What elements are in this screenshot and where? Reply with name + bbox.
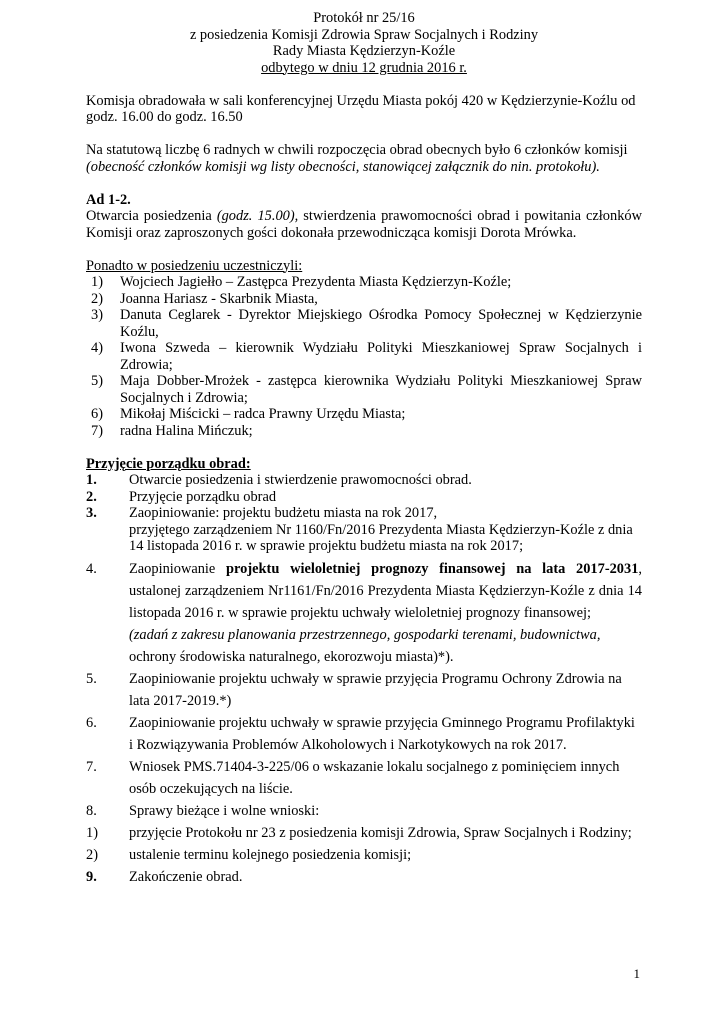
council-name: Rady Miasta Kędzierzyn-Koźle [272, 43, 456, 59]
ad-text-a: Otwarcia posiedzenia [86, 208, 217, 224]
agenda-subitem: 2) ustalenie terminu kolejnego posiedzenia komisji; [86, 846, 412, 863]
participant-item [86, 307, 642, 340]
participant-item [86, 340, 642, 373]
agenda-item: 2. Przyjęcie porządku obrad [86, 488, 277, 505]
agenda-item: 9. Zakończenie obrad. [86, 868, 243, 885]
attendance-text: Na statutową liczbę 6 radnych w chwili rozpoczęcia obrad obecnych było 6 członków komisji [86, 142, 628, 158]
participant-number: 6) [91, 406, 103, 422]
participant-text: Wojciech Jagiełło – Zastępca Prezydenta Miasta Kędzierzyn-Koźle; [120, 274, 512, 290]
page-number: 1 [633, 966, 640, 981]
participants-heading: Ponadto w posiedzeniu uczestniczyli: [86, 257, 303, 274]
ad-text-b: stwierdzenia prawomocności obrad i powitania członków Komisji oraz zaproszonych gości dokonała przewodnicząca komisji Dorota Mrówka. [86, 208, 642, 241]
attendance-note: (obecność członków komisji wg listy obecności, stanowiącej załącznik do nin. protokołu). [86, 158, 600, 175]
protocol-title: Protokół nr 25/16 [313, 10, 415, 26]
participant-item [86, 423, 642, 440]
committee-name: z posiedzenia Komisji Zdrowia Spraw Socjalnych i Rodziny [189, 26, 539, 43]
participant-text: radna Halina Mińczuk; [120, 422, 253, 439]
location-paragraph: Komisja obradowała w sali konferencyjnej Urzędu Miasta pokój 420 w Kędzierzynie-Koźlu od godz. 16.00 do godz. 16.50 [86, 92, 636, 125]
agenda-item: 7. Wniosek PMS.71404-3-225/06 o wskazanie lokalu socjalnego z pominięciem innych osób oczekujących na liście. [86, 758, 620, 797]
participant-item [86, 274, 642, 291]
agenda-item: 5. Zaopiniowanie projektu uchwały w sprawie przyjęcia Programu Ochrony Zdrowia na lata 2017-2019.*) [86, 670, 622, 709]
ad-heading: Ad 1-2. [86, 191, 131, 208]
agenda-item: 6. Zaopiniowanie projektu uchwały w sprawie przyjęcia Gminnego Programu Profilaktyki i Rozwiązywania Problemów Alkoholowych i Narkotykowych na rok 2017. [86, 714, 635, 753]
agenda-list [86, 472, 642, 888]
ad-time: (godz. 15.00), [216, 208, 299, 224]
participant-text: Joanna Hariasz - Skarbnik Miasta, [120, 290, 318, 307]
agenda-item: 3. Zaopiniowanie: projektu budżetu miasta na rok 2017, przyjętego zarządzeniem Nr 1160/Fn/2016 Prezydenta Miasta Kędzierzyn-Koźle z dnia 14 listopada 2016 r. w sprawie projektu budżetu miasta na rok 2017; [86, 505, 633, 554]
participant-text: Danuta Ceglarek - Dyrektor Miejskiego Ośrodka Pomocy Społecznej w Kędzierzynie Koźlu, [120, 307, 642, 340]
participant-number: 7) [91, 422, 103, 439]
participant-text: Maja Dobber-Mrożek - zastępca kierownika Wydziału Polityki Mieszkaniowej Spraw Socjalnych i Zdrowia; [120, 373, 642, 406]
participant-number: 4) [91, 340, 103, 356]
participant-number: 2) [91, 290, 103, 307]
agenda-item: 1. Otwarcie posiedzenia i stwierdzenie prawomocności obrad. [86, 472, 472, 488]
participant-text: Mikołaj Miścicki – radca Prawny Urzędu Miasta; [120, 406, 406, 422]
participant-text: Iwona Szweda – kierownik Wydziału Polityki Mieszkaniowej Spraw Socjalnych i Zdrowia; [120, 340, 642, 373]
agenda-subitem: 1) przyjęcie Protokołu nr 23 z posiedzenia komisji Zdrowia, Spraw Socjalnych i Rodziny; [86, 824, 632, 841]
participant-number: 3) [91, 307, 103, 323]
attendance-paragraph [86, 142, 642, 175]
agenda-item: 8. Sprawy bieżące i wolne wnioski: [86, 802, 320, 819]
document-page [86, 10, 642, 888]
agenda-heading: Przyjęcie porządku obrad: [86, 455, 251, 472]
participant-item [86, 406, 642, 423]
participant-number: 1) [91, 274, 103, 290]
ad-paragraph [86, 208, 642, 241]
meeting-date: odbytego w dniu 12 grudnia 2016 r. [261, 59, 467, 76]
document-header [86, 10, 642, 76]
participant-item [86, 291, 642, 308]
participant-number: 5) [91, 373, 103, 389]
participants-list [86, 274, 642, 439]
agenda-item: 4. Zaopiniowanie projektu wieloletniej prognozy finansowej na lata 2017-2031, ustalonej zarządzeniem Nr1161/Fn/2016 Prezydenta Miasta Kędzierzyn-Koźle z dnia 14 listopada 2016 r. w sprawie projektu uchwały wieloletniej prognozy finansowej; (zadań z zakresu planowania przestrzennego, gospodarki terenami, budownictwa, ochrony środowiska naturalnego, ekorozwoju miasta)*). [86, 560, 642, 665]
participant-item [86, 373, 642, 406]
